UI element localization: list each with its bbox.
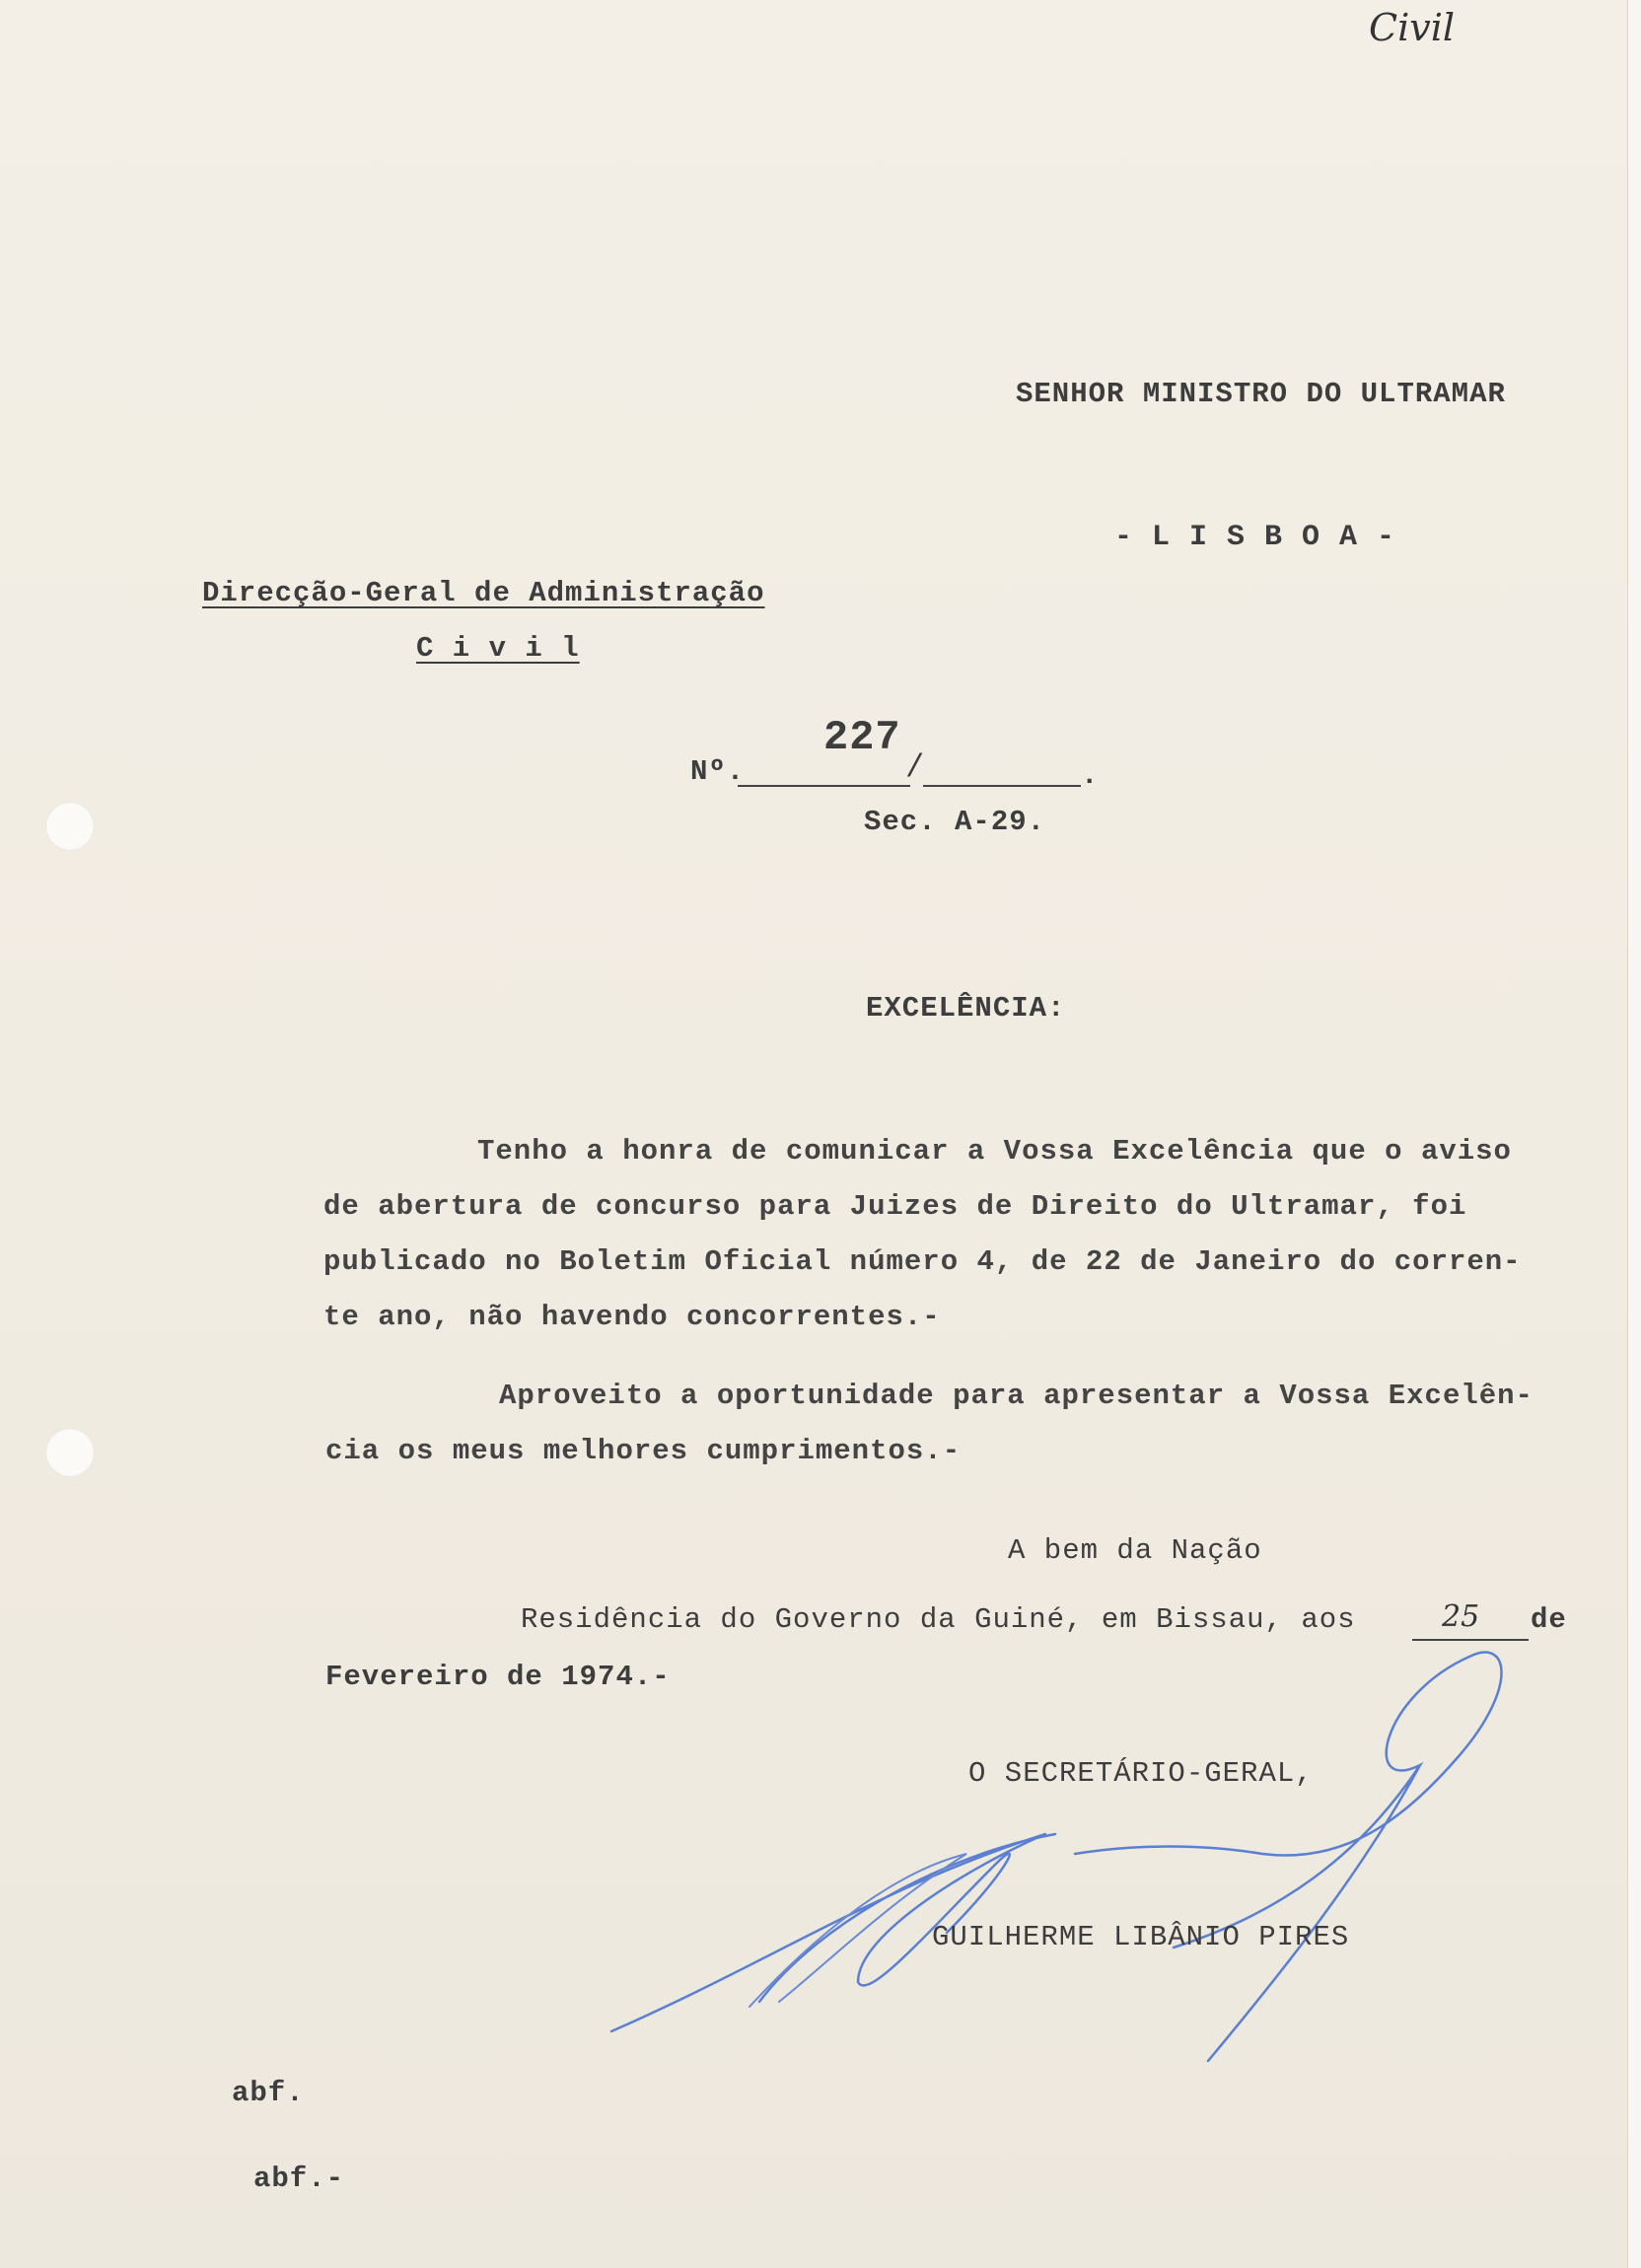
- reference-dot: .: [1081, 759, 1100, 792]
- salutation: EXCELÊNCIA:: [866, 992, 1066, 1025]
- body-p2-line2: cia os meus melhores cumprimentos.-: [325, 1435, 962, 1467]
- reference-number: 227: [823, 714, 901, 761]
- department-line2: C i v i l: [416, 632, 580, 665]
- body-p1-line3: publicado no Boletim Oficial número 4, de 22 de Janeiro do corren-: [323, 1245, 1522, 1278]
- date-line1-after: de: [1531, 1603, 1567, 1636]
- initials-2: abf.-: [253, 2162, 345, 2195]
- handwritten-annotation: Civil: [1369, 6, 1456, 49]
- reference-slash: /: [905, 749, 926, 786]
- recipient: SENHOR MINISTRO DO ULTRAMAR: [1016, 378, 1506, 410]
- signatory-title: O SECRETÁRIO-GERAL,: [968, 1757, 1314, 1790]
- closing: A bem da Nação: [1008, 1534, 1262, 1567]
- city-text: - L I S B O A -: [1114, 521, 1396, 554]
- department-line1: Direcção-Geral de Administração: [202, 577, 765, 609]
- initials-1: abf.: [232, 2077, 305, 2109]
- body-p1-line2: de abertura de concurso para Juizes de Direito do Ultramar, foi: [323, 1190, 1467, 1223]
- reference-section: Sec. A-29.: [864, 806, 1046, 838]
- date-day: 25: [1442, 1599, 1480, 1634]
- date-line1-before: Residência do Governo da Guiné, em Bissau, aos: [521, 1603, 1356, 1636]
- signatory-name: GUILHERME LIBÂNIO PIRES: [932, 1921, 1350, 1953]
- date-line2: Fevereiro de 1974.-: [325, 1661, 671, 1693]
- reference-label: Nº.: [690, 755, 746, 788]
- body-p2-line1: Aproveito a oportunidade para apresentar a Vossa Excelên-: [499, 1380, 1534, 1412]
- body-p1-line4: te ano, não havendo concorrentes.-: [323, 1301, 941, 1333]
- body-p1-line1: Tenho a honra de comunicar a Vossa Excelência que o aviso: [477, 1135, 1512, 1168]
